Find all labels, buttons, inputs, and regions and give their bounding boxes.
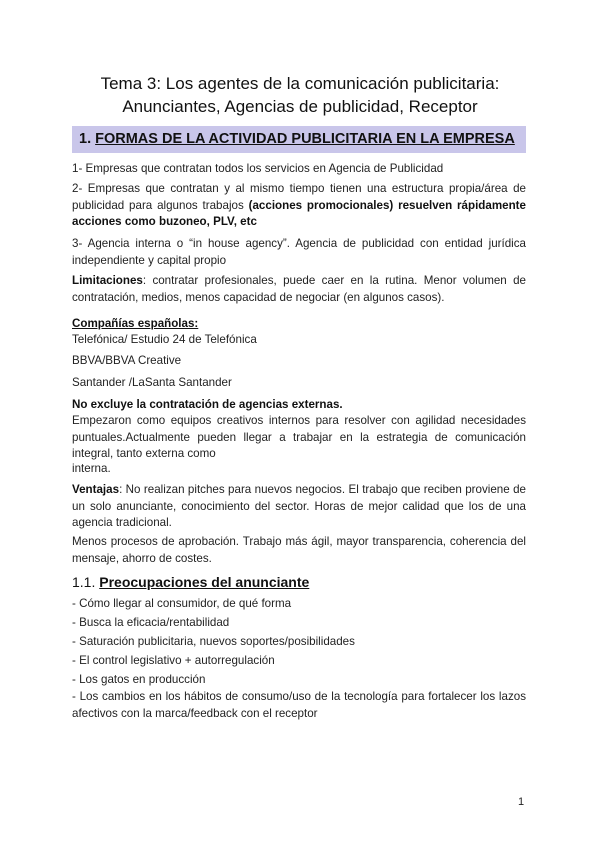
companias-heading: Compañías españolas:: [72, 317, 199, 330]
concern-item: - Busca la eficacia/rentabilidad: [72, 616, 230, 629]
concern-item: - El control legislativo + autorregulación: [72, 654, 275, 667]
concern-item: - Los gatos en producción: [72, 673, 206, 686]
limitaciones-paragraph: [72, 273, 526, 306]
company-santander: Santander /LaSanta Santander: [72, 376, 232, 389]
limitaciones-label: Limitaciones: [72, 274, 143, 287]
company-bbva: BBVA/BBVA Creative: [72, 354, 182, 367]
ventajas-label: Ventajas: [72, 483, 120, 496]
item-3: 3- Agencia interna o “in house agency”. Agencia de publicidad con entidad jurídica independiente y capital propio: [72, 237, 526, 267]
menos-paragraph: Menos procesos de aprobación. Trabajo más ágil, mayor transparencia, coherencia del mensaje, ahorro de costes.: [72, 535, 526, 565]
section-heading-text: FORMAS DE LA ACTIVIDAD PUBLICITARIA EN LA EMPRESA: [95, 131, 515, 147]
title-line-2: Anunciantes, Agencias de publicidad, Receptor: [122, 97, 478, 116]
subsection-heading-text: Preocupaciones del anunciante: [99, 574, 310, 590]
page-title: [40, 72, 560, 118]
item-2: [72, 181, 526, 231]
limitaciones-text: : contratar profesionales, puede caer en la rutina. Menor volumen de contratación, medios, menos capacidad de negociar (en algunos casos).: [72, 274, 526, 304]
item-1: 1- Empresas que contratan todos los servicios en Agencia de Publicidad: [72, 162, 444, 175]
concern-item: - Saturación publicitaria, nuevos soportes/posibilidades: [72, 635, 355, 648]
section-heading-1: [72, 126, 526, 153]
item-2-bold: (acciones promocionales) resuelven rápidamente acciones como buzoneo, PLV, etc: [72, 198, 526, 228]
section-number: 1.: [79, 131, 92, 147]
empezaron-paragraph-end: interna.: [72, 462, 111, 475]
empezaron-paragraph: Empezaron como equipos creativos internos para resolver con agilidad necesidades puntuales.Actualmente pueden llegar a trabajar en la estrategia de comunicación integral, tanto externa como: [72, 414, 526, 460]
no-excluye-note: No excluye la contratación de agencias externas.: [72, 398, 343, 411]
subsection-heading: [72, 574, 526, 590]
ventajas-paragraph: [72, 482, 526, 532]
subsection-number: 1.1.: [72, 574, 96, 590]
concern-item: - Los cambios en los hábitos de consumo/uso de la tecnología para fortalecer los lazos afectivos con la marca/feedback con el receptor: [72, 690, 526, 720]
ventajas-text: : No realizan pitches para nuevos negocios. El trabajo que reciben proviene de un solo anunciante, conocimiento del sector. Horas de mejor calidad que los de una agencia tradicional.: [72, 483, 526, 529]
company-telefonica: Telefónica/ Estudio 24 de Telefónica: [72, 333, 257, 346]
title-line-1: Tema 3: Los agentes de la comunicación publicitaria:: [100, 74, 500, 93]
item-2-text: 2- Empresas que contratan y al mismo tiempo tienen una estructura propia/área de publicidad para algunos trabajos: [72, 182, 526, 212]
page-number: 1: [518, 796, 525, 808]
concern-item: - Cómo llegar al consumidor, de qué forma: [72, 597, 292, 610]
